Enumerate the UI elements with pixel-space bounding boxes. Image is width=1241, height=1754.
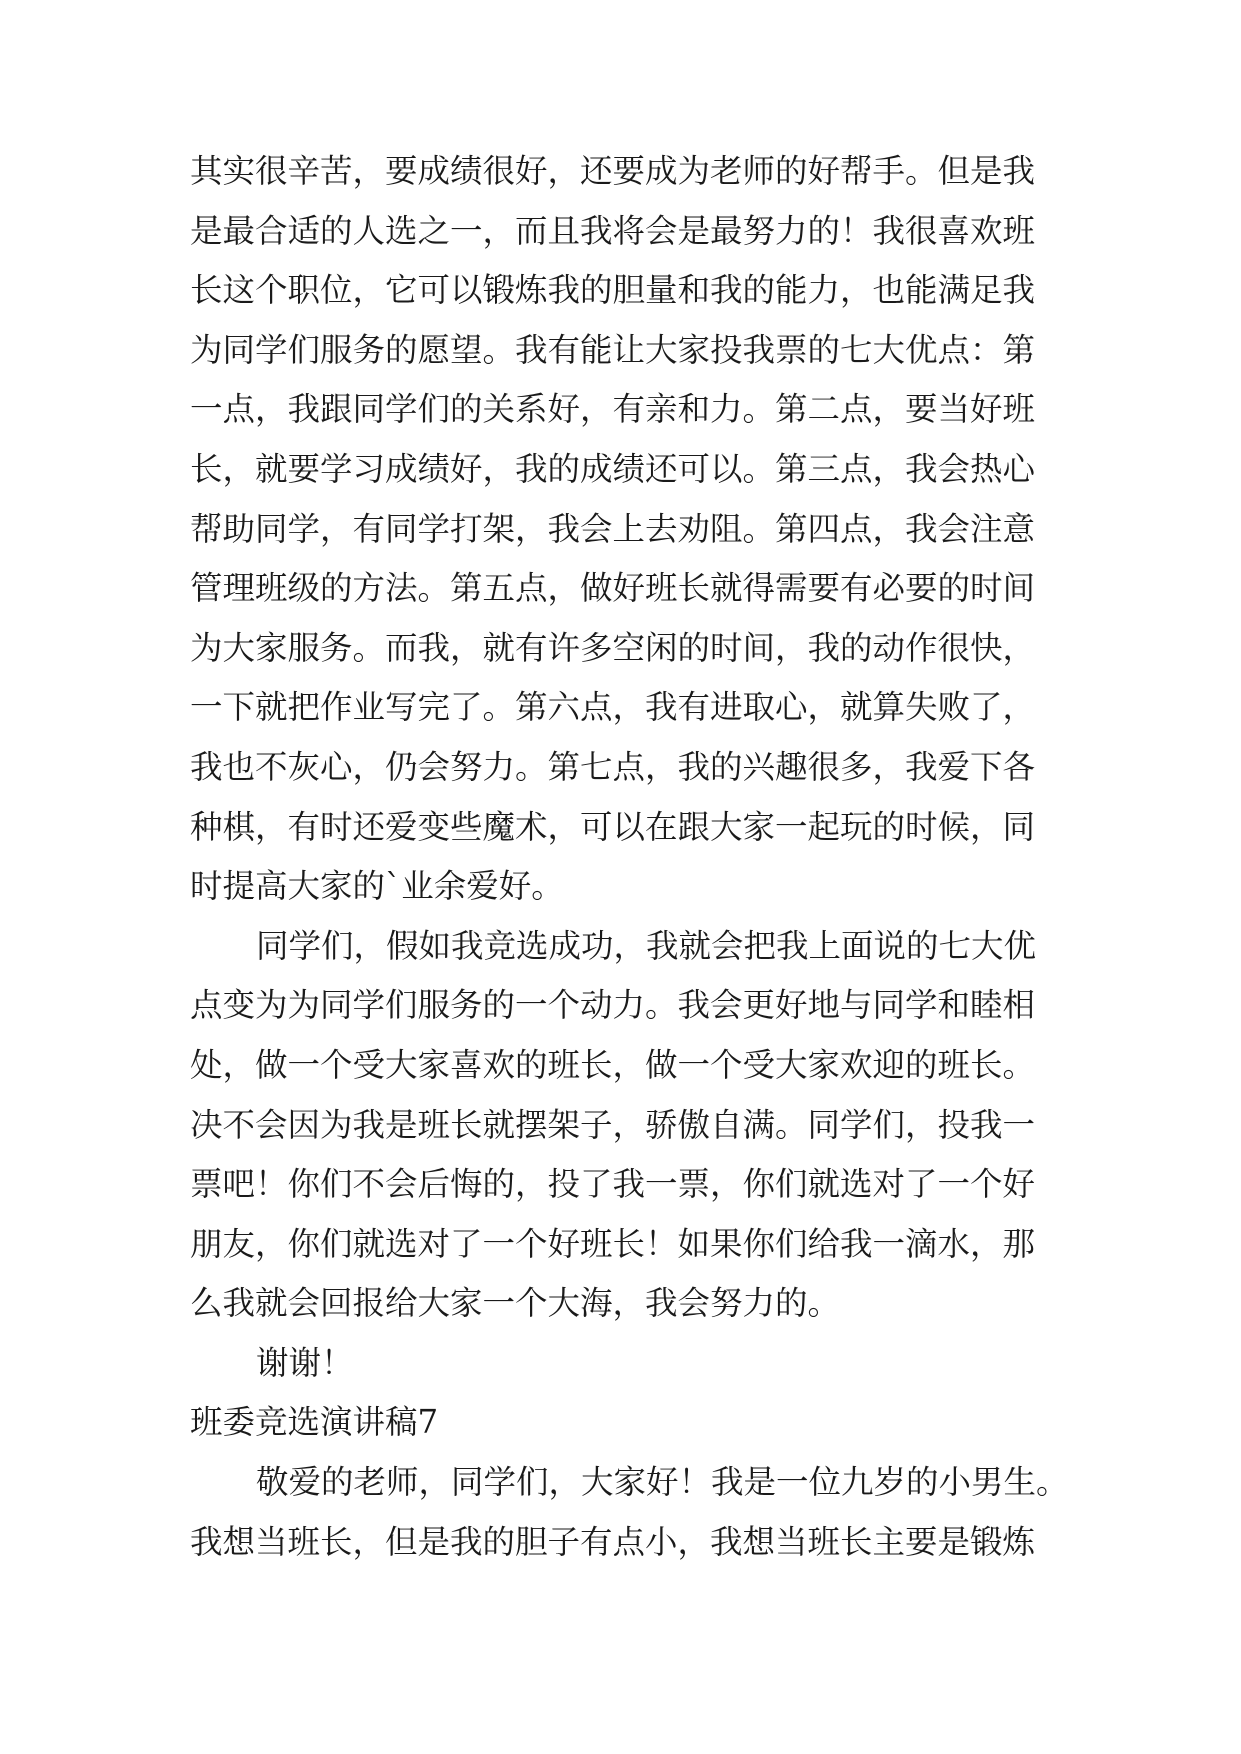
text-line: 一点，我跟同学们的关系好，有亲和力。第二点，要当好班 bbox=[190, 390, 1036, 429]
text-line: 处，做一个受大家喜欢的班长，做一个受大家欢迎的班长。 bbox=[190, 1045, 1036, 1084]
paragraph-first-line: 敬爱的老师，同学们，大家好！我是一位九岁的小男生。 bbox=[256, 1463, 1069, 1502]
text-line: 帮助同学，有同学打架，我会上去劝阻。第四点，我会注意 bbox=[190, 509, 1036, 548]
text-line: 种棋，有时还爱变些魔术，可以在跟大家一起玩的时候，同 bbox=[190, 807, 1036, 846]
text-line: 长，就要学习成绩好，我的成绩还可以。第三点，我会热心 bbox=[190, 449, 1036, 488]
text-line: 管理班级的方法。第五点，做好班长就得需要有必要的时间 bbox=[190, 569, 1036, 608]
document-body bbox=[190, 142, 1070, 1572]
text-line: 为同学们服务的愿望。我有能让大家投我票的七大优点：第 bbox=[190, 330, 1036, 369]
text-line: 其实很辛苦，要成绩很好，还要成为老师的好帮手。但是我 bbox=[190, 152, 1036, 190]
paragraph-first-line: 同学们，假如我竞选成功，我就会把我上面说的七大优 bbox=[256, 926, 1037, 965]
text-line: 一下就把作业写完了。第六点，我有进取心，就算失败了， bbox=[190, 688, 1036, 727]
text-line: 票吧！你们不会后悔的，投了我一票，你们就选对了一个好 bbox=[190, 1165, 1036, 1204]
text-line: 我也不灰心，仍会努力。第七点，我的兴趣很多，我爱下各 bbox=[190, 747, 1036, 786]
text-line: 为大家服务。而我，就有许多空闲的时间，我的动作很快， bbox=[190, 628, 1036, 667]
text-line: 决不会因为我是班长就摆架子，骄傲自满。同学们，投我一 bbox=[190, 1105, 1036, 1144]
thanks-line: 谢谢！ bbox=[256, 1343, 354, 1382]
text-line: 么我就会回报给大家一个大海，我会努力的。 bbox=[190, 1284, 841, 1323]
text-line: 长这个职位，它可以锻炼我的胆量和我的能力，也能满足我 bbox=[190, 271, 1036, 310]
text-line: 是最合适的人选之一，而且我将会是最努力的！我很喜欢班 bbox=[190, 211, 1036, 250]
text-line: 朋友，你们就选对了一个好班长！如果你们给我一滴水，那 bbox=[190, 1224, 1036, 1263]
text-line: 时提高大家的`业余爱好。 bbox=[190, 867, 564, 906]
text-line: 我想当班长，但是我的胆子有点小，我想当班长主要是锻炼 bbox=[190, 1522, 1036, 1561]
text-line: 点变为为同学们服务的一个动力。我会更好地与同学和睦相 bbox=[190, 986, 1036, 1025]
section-heading: 班委竞选演讲稿7 bbox=[190, 1403, 439, 1442]
